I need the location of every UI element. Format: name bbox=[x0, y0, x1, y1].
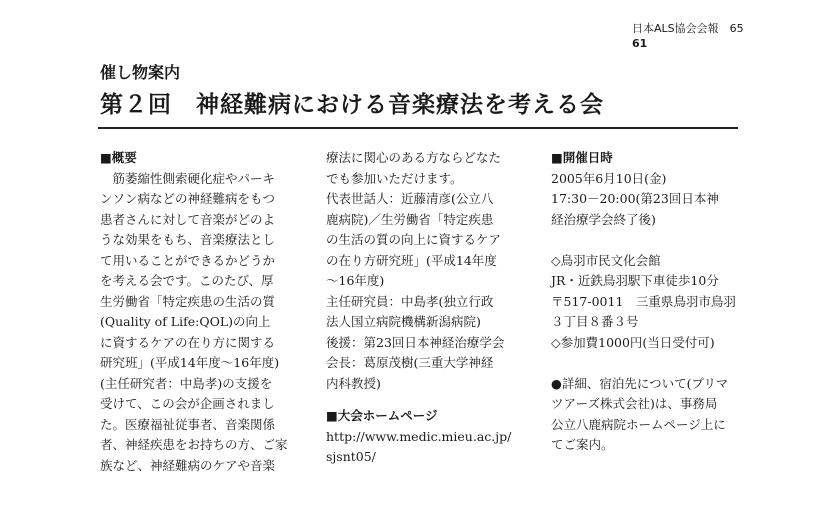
text-line: でも参加いただけます。 bbox=[326, 170, 463, 186]
column-overview bbox=[100, 148, 296, 476]
venue-line: 〒517-0011 三重県鳥羽市鳥羽 bbox=[551, 293, 736, 309]
issue-number: 61 bbox=[632, 37, 648, 50]
contact-line: ツアーズ株式会社)は、事務局 bbox=[551, 396, 718, 411]
spacer bbox=[326, 394, 526, 406]
text-line: た。医療福祉従事者、音楽関係 bbox=[100, 416, 276, 432]
text-line: ンソン病などの神経難病をもつ bbox=[100, 191, 276, 206]
venue-line: ３丁目８番３号 bbox=[551, 314, 639, 329]
spacer bbox=[551, 353, 751, 374]
text-line: て用いることができるかどうか bbox=[100, 252, 276, 268]
date-line: 2005年6月10日(金) bbox=[551, 170, 667, 186]
text-line: (主任研究者：中島孝)の支援を bbox=[100, 375, 273, 391]
text-line: 主任研究員：中島孝(独立行政 bbox=[326, 293, 494, 309]
contact-line: 公立八鹿病院ホームページ上に bbox=[551, 416, 726, 432]
venue-line: ◇鳥羽市民文化会館 bbox=[551, 252, 661, 268]
section-category: 催し物案内 bbox=[100, 63, 181, 82]
text-line: 療法に関心のある方ならどなた bbox=[326, 150, 502, 165]
homepage-url: http://www.medic.mieu.ac.jp/ bbox=[326, 428, 512, 444]
date-line: 17:30－20:00(第23回日本神 bbox=[551, 191, 719, 206]
text-line: 代表世話人：近藤清彦(公立八 bbox=[326, 191, 494, 206]
text-line: 会長：葛原茂樹(三重大学神経 bbox=[326, 355, 494, 370]
venue-line: ◇参加費1000円(当日受付可) bbox=[551, 334, 715, 350]
column-schedule bbox=[551, 148, 751, 456]
text-line: の在り方研究班」(平成14年度 bbox=[326, 252, 497, 268]
contact-line: ●詳細、宿泊先について(プリマ bbox=[551, 375, 729, 391]
text-line: 者、神経疾患をお持ちの方、ご家 bbox=[100, 437, 288, 452]
text-line: 後援：第23回日本神経治療学会 bbox=[326, 334, 505, 350]
text-line: 族など、神経難病のケアや音楽 bbox=[100, 457, 276, 473]
text-line: を考える会です。このたび、厚 bbox=[100, 273, 274, 288]
text-line: の生活の質の向上に資するケア bbox=[326, 232, 502, 247]
text-line: 生労働省「特定疾患の生活の質 bbox=[100, 293, 276, 309]
text-line: 鹿病院)／生労働省「特定疾患 bbox=[326, 211, 494, 227]
text-line: うな効果をもち、音楽療法とし bbox=[100, 232, 276, 247]
homepage-heading: ■大会ホームページ bbox=[326, 408, 438, 423]
text-line: 内科教授) bbox=[326, 375, 381, 391]
text-line: に資するケアの在り方に関する bbox=[100, 334, 276, 350]
text-line: 法人国立病院機構新潟病院) bbox=[326, 314, 481, 329]
page-number: 65 bbox=[729, 22, 744, 35]
schedule-heading: ■開催日時 bbox=[551, 150, 613, 165]
text-line: 患者さんに対して音楽がどのよ bbox=[100, 211, 276, 227]
title-divider bbox=[98, 127, 738, 129]
header-publication-line bbox=[632, 22, 802, 36]
homepage-url: sjsnt05/ bbox=[326, 449, 376, 464]
text-line: (Quality of Life:QOL)の向上 bbox=[100, 314, 271, 329]
text-line: 筋萎縮性側索硬化症やパーキ bbox=[100, 170, 276, 186]
contact-line: てご案内。 bbox=[551, 437, 614, 452]
spacer bbox=[551, 230, 751, 251]
page-header bbox=[632, 22, 802, 51]
text-line: 研究班」(平成14年度〜16年度) bbox=[100, 355, 280, 370]
date-line: 経治療学会終了後) bbox=[551, 211, 656, 227]
page-title: 第２回 神経難病における音楽療法を考える会 bbox=[100, 91, 604, 118]
text-line: 受けて、この会が企画されまし bbox=[100, 396, 275, 411]
overview-heading: ■概要 bbox=[100, 150, 137, 165]
column-organizers bbox=[326, 148, 526, 468]
text-line: 〜16年度) bbox=[326, 273, 385, 288]
publication-name: 日本ALS協会会報 bbox=[632, 22, 719, 35]
venue-line: JR・近鉄鳥羽駅下車徒歩10分 bbox=[551, 273, 719, 288]
